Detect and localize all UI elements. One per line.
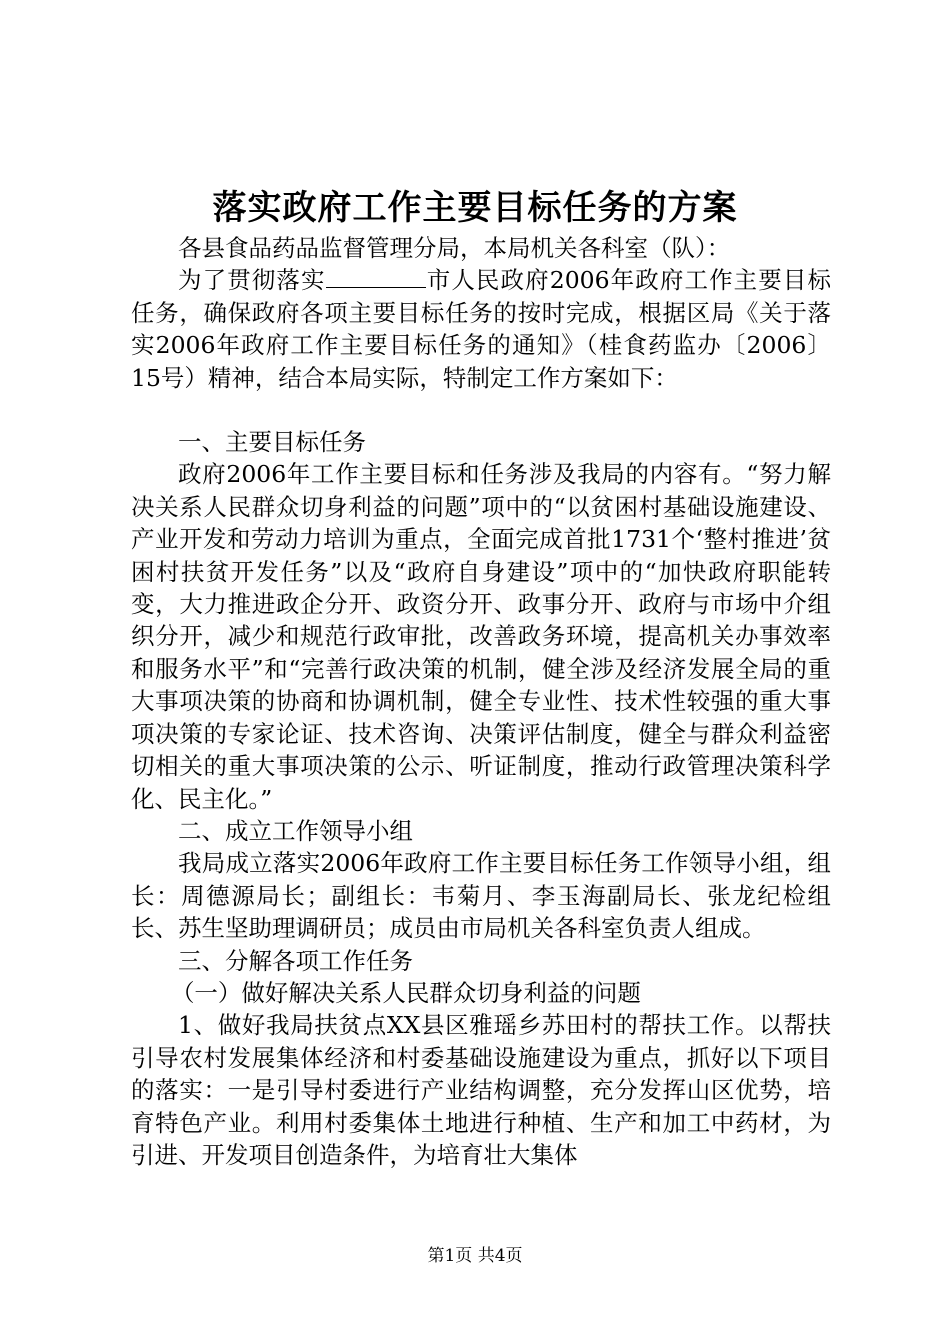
section2-body: 我局成立落实2006年政府工作主要目标任务工作领导小组，组长：周德源局长；副组长：韦菊月、李玉海副局长、张龙纪检组长、苏生坚助理调研员；成员由市局机关各科室负责人组成。: [131, 849, 831, 943]
section3-item-1: 1、做好我局扶贫点XX县区雅瑶乡苏田村的帮扶工作。以帮扶引导农村发展集体经济和村委基础设施建设为重点，抓好以下项目的落实：一是引导村委进行产业结构调整，充分发挥山区优势，培育特色产业。利用村委集体土地进行种植、生产和加工中药材，为引进、开发项目创造条件，为培育壮大集体: [131, 1011, 831, 1169]
section1-body: 政府2006年工作主要目标和任务涉及我局的内容有。“努力解决关系人民群众切身利益的问题”项中的“以贫困村基础设施建设、产业开发和劳动力培训为重点，全面完成首批1731个‘整村推进’贫困村扶贫开发任务”以及“政府自身建设”项中的“加快政府职能转变，大力推进政企分开、政资分开、政事分开、政府与市场中介组织分开，减少和规范行政审批，改善政务环境，提高机关办事效率和服务水平”和“完善行政决策的机制，健全涉及经济发展全局的重大事项决策的协商和协调机制，健全专业性、技术性较强的重大事项决策的专家论证、技术咨询、决策评估制度，健全与群众利益密切相关的重大事项决策的公示、听证制度，推动行政管理决策科学化、民主化。”: [131, 460, 831, 813]
intro-paragraph: [131, 264, 831, 394]
section2-heading: 二、成立工作领导小组: [178, 816, 413, 845]
intro-text-after-blank: 市人民政府2006年政府工作主要目标任务，确保政府各项主要目标任务的按时完成，根据区局《关于落实2006年政府工作主要目标任务的通知》（桂食药监办〔2006〕15号）精神，结合本局实际，特制定工作方案如下：: [131, 266, 831, 392]
page-footer: 第1页 共4页: [427, 1246, 523, 1266]
paragraph-gap: [131, 394, 831, 426]
intro-text-before-blank: 为了贯彻落实: [178, 266, 326, 295]
salutation: 各县食品药品监督管理分局，本局机关各科室（队）：: [178, 234, 731, 262]
section3-heading: 三、分解各项工作任务: [178, 946, 413, 975]
document-body: [131, 232, 831, 1171]
fill-in-blank: [326, 267, 426, 288]
document-title: 落实政府工作主要目标任务的方案: [212, 188, 738, 228]
section1-heading: 一、主要目标任务: [178, 428, 366, 457]
section3-subheading-1: （一）做好解决关系人民群众切身利益的问题: [170, 978, 641, 1007]
